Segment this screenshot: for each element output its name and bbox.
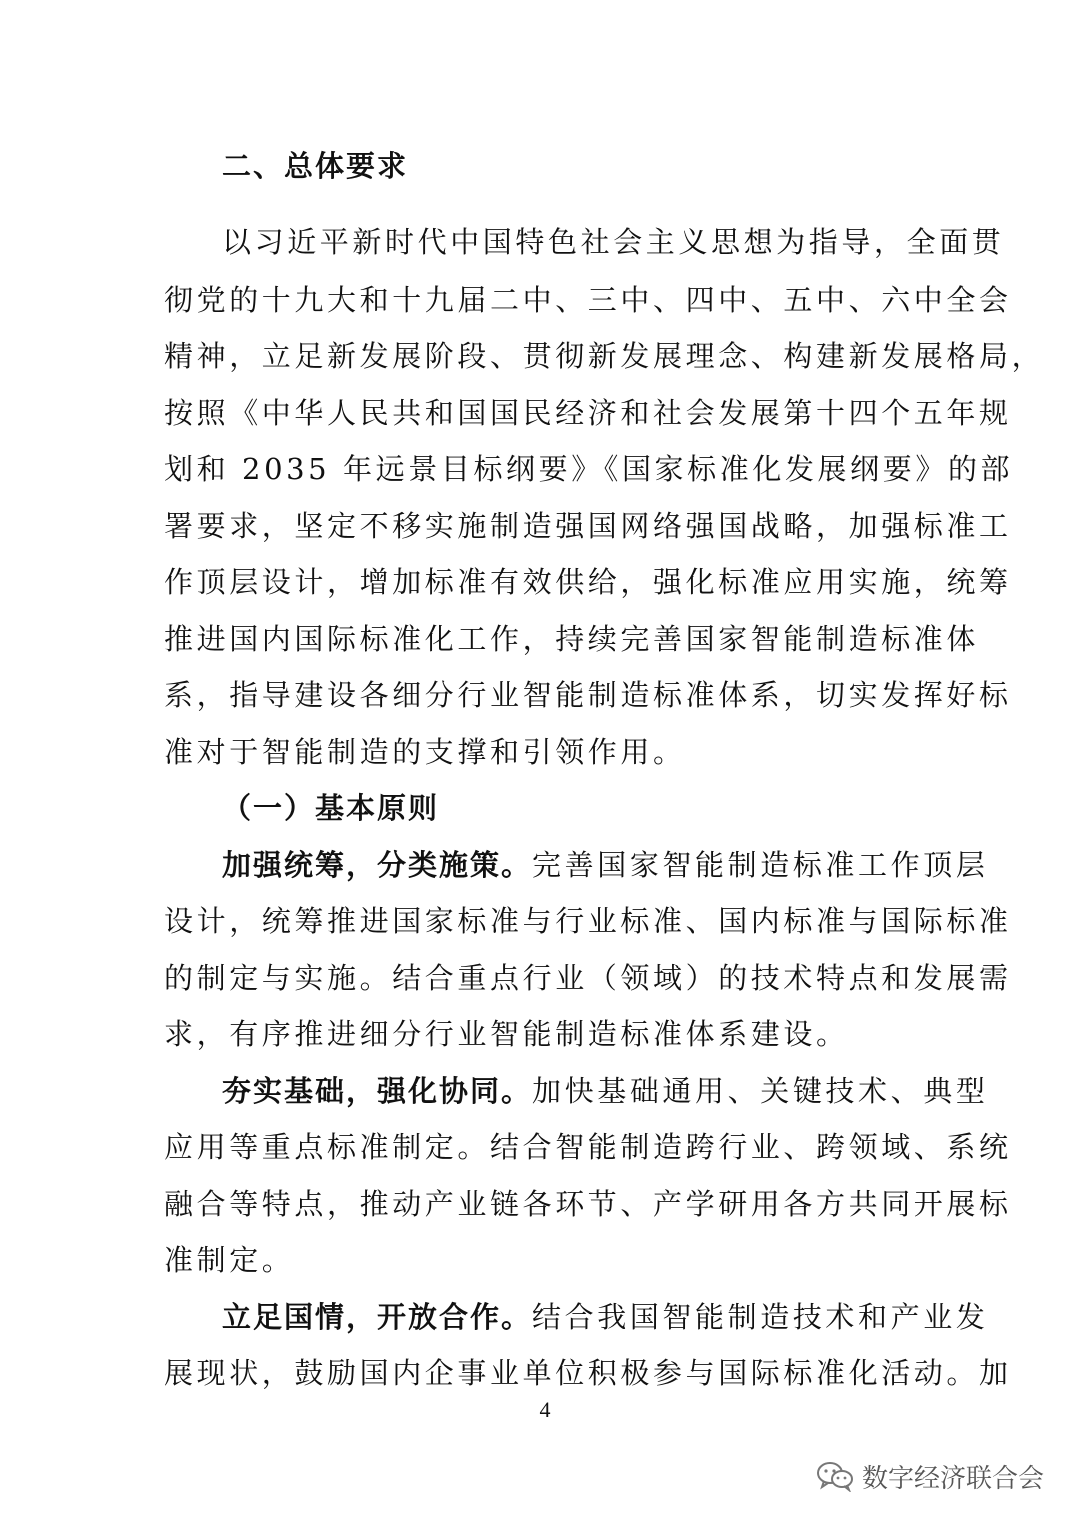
principle1-first-line — [222, 845, 989, 885]
principle1-first-line-text: 完善国家智能制造标准工作顶层 — [532, 848, 989, 882]
principle1-line-2: 设计，统筹推进国家标准与行业标准、国内标准与国际标准 — [164, 904, 1012, 938]
intro-line-4: 按照《中华人民共和国国民经济和社会发展第十四个五年规 — [164, 396, 1012, 430]
intro-line-9: 系，指导建设各细分行业智能制造标准体系，切实发挥好标 — [164, 678, 1012, 712]
intro-line-5: 划和 2035 年远景目标纲要》《国家标准化发展纲要》的部 — [164, 452, 1014, 486]
principle1-title: 加强统筹，分类施策。 — [222, 848, 533, 882]
principle1-line-3: 的制定与实施。结合重点行业（领域）的技术特点和发展需 — [164, 961, 1012, 995]
intro-line-6: 署要求，坚定不移实施制造强国网络强国战略，加强标准工 — [164, 509, 1012, 543]
principle2-first-line-text: 加快基础通用、关键技术、典型 — [532, 1074, 989, 1108]
page-number: 4 — [539, 1397, 551, 1422]
principle2-line-2: 应用等重点标准制定。结合智能制造跨行业、跨领域、系统 — [164, 1130, 1012, 1164]
intro-line-7: 作顶层设计，增加标准有效供给，强化标准应用实施，统筹 — [164, 565, 1012, 599]
principle3-first-line-text: 结合我国智能制造技术和产业发 — [532, 1300, 989, 1334]
subheading: （一）基本原则 — [222, 791, 440, 825]
principle2-first-line — [222, 1071, 989, 1111]
intro-line-2: 彻党的十九大和十九届二中、三中、四中、五中、六中全会 — [164, 283, 1012, 317]
watermark-text: 数字经济联合会 — [862, 1463, 1045, 1494]
intro-line-1: 以习近平新时代中国特色社会主义思想为指导，全面贯 — [222, 225, 1005, 259]
source-watermark — [816, 1452, 1044, 1500]
principle1-line-4: 求，有序推进细分行业智能制造标准体系建设。 — [164, 1017, 849, 1051]
intro-line-3: 精神，立足新发展阶段、贯彻新发展理念、构建新发展格局， — [164, 339, 1045, 373]
principle3-title: 立足国情，开放合作。 — [222, 1300, 533, 1334]
intro-line-10: 准对于智能制造的支撑和引领作用。 — [164, 735, 686, 769]
intro-line-8: 推进国内国际标准化工作，持续完善国家智能制造标准体 — [164, 622, 980, 656]
principle3-line-2: 展现状，鼓励国内企事业单位积极参与国际标准化活动。加 — [164, 1356, 1012, 1390]
principle2-line-4: 准制定。 — [164, 1243, 295, 1277]
principle2-title: 夯实基础，强化协同。 — [222, 1074, 533, 1108]
wechat-icon — [816, 1460, 854, 1492]
section-heading: 二、总体要求 — [222, 149, 409, 183]
principle3-first-line — [222, 1297, 989, 1337]
principle2-line-3: 融合等特点，推动产业链各环节、产学研用各方共同开展标 — [164, 1187, 1012, 1221]
